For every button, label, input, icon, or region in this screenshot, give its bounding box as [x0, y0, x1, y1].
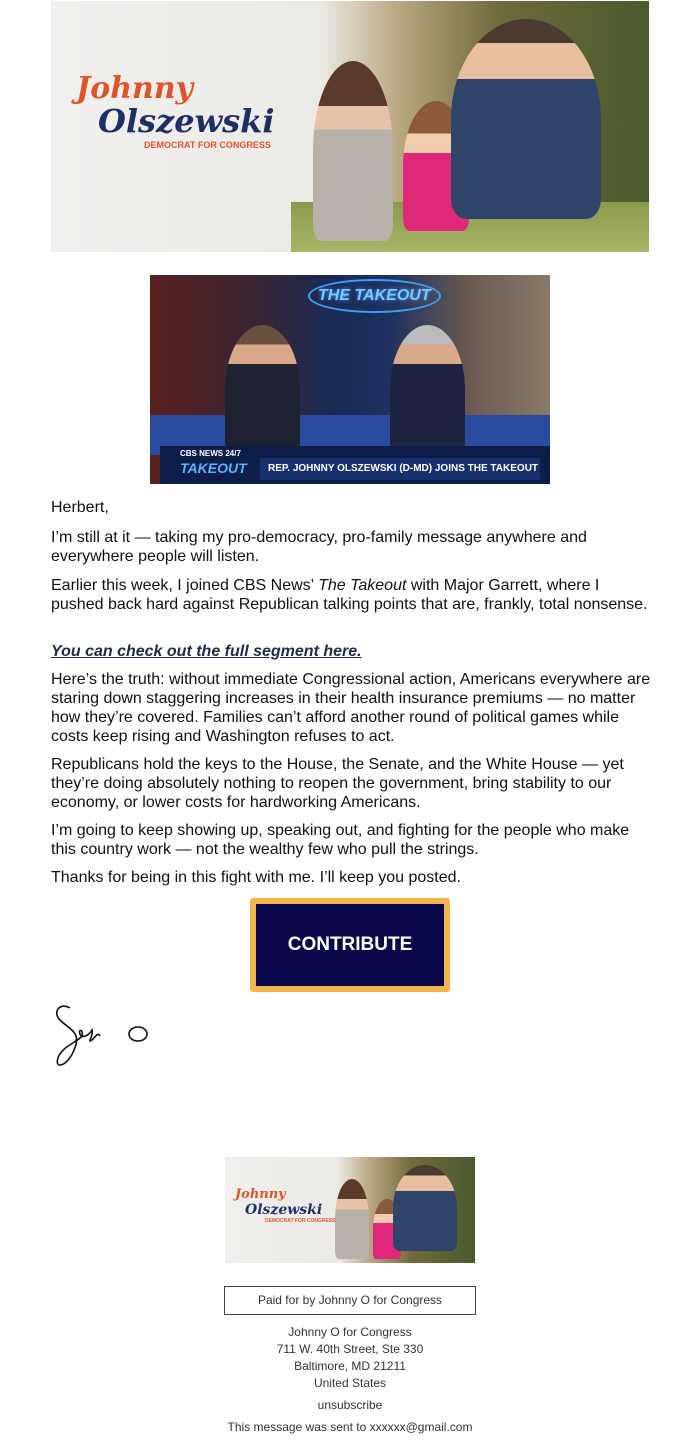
footer-banner	[225, 1157, 475, 1263]
footer-logo-first: Johnny	[235, 1187, 286, 1202]
footer-photo-man	[393, 1165, 457, 1251]
host-figure	[390, 325, 465, 455]
logo-first-name: Johnny	[76, 71, 194, 106]
lower-third: REP. JOHNNY OLSZEWSKI (D-MD) JOINS THE TAKEOUT	[260, 458, 540, 480]
network-label: CBS NEWS 24/7	[180, 449, 241, 458]
guest-figure	[225, 325, 300, 455]
unsubscribe-link[interactable]: unsubscribe	[317, 1398, 383, 1412]
paragraph-5: I’m going to keep showing up, speaking out, and fighting for the people who make this country work — not the wealthy few who pull the strings.	[51, 822, 630, 858]
paid-for-disclaimer: Paid for by Johnny O for Congress	[224, 1286, 476, 1315]
footer-country: United States	[313, 1376, 387, 1390]
sent-to-notice	[0, 1419, 700, 1436]
logo-tagline: DEMOCRAT FOR CONGRESS	[144, 140, 271, 150]
paragraph-2	[51, 576, 651, 614]
greeting: Herbert,	[51, 499, 109, 516]
neon-sign: THE TAKEOUT	[308, 279, 441, 313]
sent-prefix: This message was sent to	[227, 1420, 370, 1434]
paragraph-3: Here’s the truth: without immediate Congressional action, Americans everywhere are staring down staggering increases in their health insurance premiums — no matter how they’re covered. Families can’t afford another round of political games while costs keep rising and Washington refuses to act.	[51, 671, 651, 745]
show-label: TAKEOUT	[180, 460, 247, 476]
video-thumbnail[interactable]	[150, 275, 550, 484]
contribute-label: CONTRIBUTE	[256, 904, 444, 986]
footer-street: 711 W. 40th Street, Ste 330	[276, 1342, 424, 1356]
segment-link[interactable]: You can check out the full segment here.	[51, 643, 362, 660]
footer-logo-last: Olszewski	[245, 1202, 323, 1218]
p2-text-end: with Major Garrett, where I pushed back hard against Republican talking points that are, frankly, total nonsense.	[51, 577, 648, 613]
recipient-email: xxxxxx@gmail.com	[369, 1420, 473, 1434]
show-title: The Takeout	[318, 577, 407, 594]
footer-org: Johnny O for Congress	[288, 1325, 412, 1339]
family-photo-woman	[313, 61, 393, 241]
header-banner	[51, 1, 649, 252]
paragraph-6: Thanks for being in this fight with me. I’ll keep you posted.	[51, 869, 461, 886]
family-photo-man	[451, 19, 601, 219]
logo-last-name: Olszewski	[98, 102, 275, 140]
footer-logo	[235, 1187, 335, 1224]
contribute-button[interactable]	[250, 898, 450, 992]
paragraph-1: I’m still at it — taking my pro-democracy, pro-family message anywhere and everywhere people will listen.	[51, 529, 587, 565]
paragraph-4: Republicans hold the keys to the House, the Senate, and the White House — yet they’re doing absolutely nothing to reopen the government, bring stability to our economy, or lower costs for hardworking Americans.	[51, 756, 624, 811]
footer-photo-woman	[335, 1179, 369, 1259]
signature	[50, 1000, 150, 1072]
campaign-logo	[76, 71, 274, 150]
p2-text: Earlier this week, I joined CBS News’	[51, 577, 319, 594]
footer-logo-tagline: DEMOCRAT FOR CONGRESS	[265, 1218, 336, 1224]
footer-city: Baltimore, MD 21211	[294, 1359, 406, 1373]
